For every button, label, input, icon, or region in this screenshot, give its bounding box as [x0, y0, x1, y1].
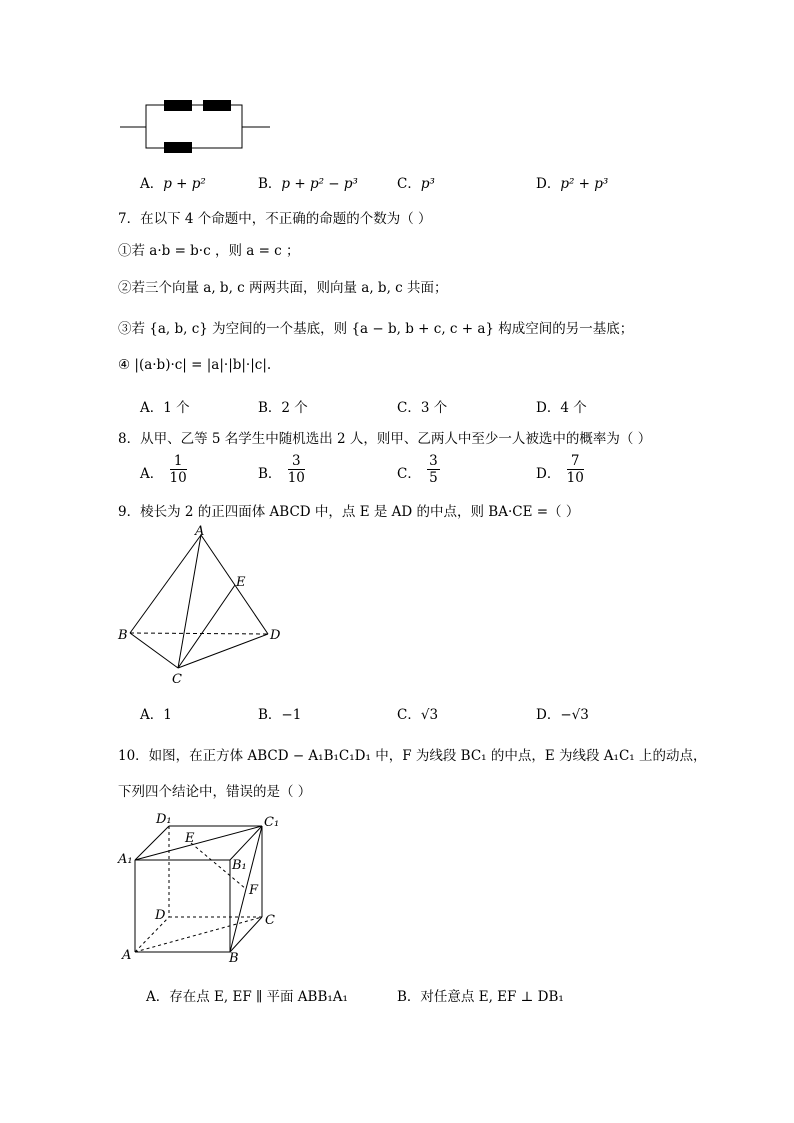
- denominator: 10: [287, 470, 305, 486]
- q9-option-b[interactable]: [258, 703, 301, 723]
- q6-option-c[interactable]: [397, 172, 435, 192]
- q6-option-a[interactable]: [140, 172, 206, 192]
- tetrahedron-figure: [115, 522, 295, 687]
- vertex-label-c: C: [265, 913, 275, 928]
- option-letter: C．: [397, 176, 421, 192]
- option-expr: p³: [420, 176, 435, 192]
- q10-option-a[interactable]: [146, 985, 348, 1005]
- option-letter: B．: [397, 989, 421, 1005]
- option-letter: D．: [536, 466, 561, 482]
- option-text: −√3: [560, 707, 589, 723]
- option-letter: A．: [146, 989, 170, 1005]
- option-letter: A．: [140, 466, 164, 482]
- vertex-label-d: D: [155, 908, 166, 923]
- vertex-label-c1: C₁: [264, 815, 280, 830]
- vertex-label-b: B: [118, 628, 128, 643]
- vertex-label-a: A: [195, 524, 205, 539]
- option-letter: A．: [140, 176, 164, 192]
- option-text: 3 个: [420, 400, 448, 416]
- option-expr: p + p² − p³: [281, 176, 358, 192]
- option-text: 存在点 E, EF ∥ 平面 ABB₁A₁: [169, 989, 348, 1005]
- q8-option-b[interactable]: [258, 453, 305, 486]
- q7-stem: 7．在以下 4 个命题中，不正确的命题的个数为（ ）: [118, 211, 432, 227]
- option-letter: B．: [258, 707, 282, 723]
- resistor-top-left: [164, 100, 192, 111]
- fraction: [567, 453, 584, 486]
- option-text: 2 个: [281, 400, 308, 416]
- denominator: 10: [169, 470, 187, 486]
- option-letter: C．: [397, 707, 421, 723]
- option-expr: p + p²: [163, 176, 206, 192]
- option-letter: D．: [536, 707, 561, 723]
- vertex-label-b1: B₁: [232, 858, 247, 873]
- option-letter: B．: [258, 176, 282, 192]
- option-text: 对任意点 E, EF ⊥ DB₁: [420, 989, 564, 1005]
- q8-option-c[interactable]: [397, 453, 440, 486]
- q9-stem: 9．棱长为 2 的正四面体 ABCD 中，点 E 是 AD 的中点，则 BA·CE =（ ）: [118, 504, 580, 520]
- option-letter: A．: [140, 707, 164, 723]
- vertex-label-b: B: [229, 951, 239, 966]
- q7-item-1: ①若 a·b = b·c ，则 a = c ；: [118, 243, 300, 259]
- option-text: 1: [163, 707, 172, 723]
- q7-option-c[interactable]: [397, 396, 447, 416]
- q6-option-b[interactable]: [258, 172, 358, 192]
- q7-option-b[interactable]: [258, 396, 308, 416]
- vertex-label-a: A: [122, 948, 132, 963]
- option-text: −1: [281, 707, 302, 723]
- q7-option-a[interactable]: [140, 396, 190, 416]
- denominator: 5: [429, 470, 438, 486]
- q10-stem-line-1: 10．如图，在正方体 ABCD − A₁B₁C₁D₁ 中，F 为线段 BC₁ 的中点，E 为线段 A₁C₁ 上的动点，: [118, 748, 707, 764]
- option-letter: C．: [397, 466, 421, 482]
- option-letter: D．: [536, 400, 561, 416]
- resistor-bottom: [164, 142, 192, 153]
- denominator: 10: [566, 470, 584, 486]
- vertex-label-d1: D₁: [156, 812, 172, 827]
- numerator: 1: [170, 453, 187, 470]
- option-letter: B．: [258, 400, 282, 416]
- option-text: 1 个: [163, 400, 190, 416]
- vertex-label-c: C: [172, 672, 182, 687]
- q7-item-4: ④ |(a·b)·c| = |a|·|b|·|c|.: [118, 357, 272, 373]
- q6-option-d[interactable]: [536, 172, 608, 192]
- vertex-label-f: F: [249, 883, 259, 898]
- option-letter: C．: [397, 400, 421, 416]
- vertex-label-e: E: [236, 575, 246, 590]
- q9-option-d[interactable]: [536, 703, 589, 723]
- numerator: 7: [567, 453, 584, 470]
- fraction: [288, 453, 305, 486]
- vertex-label-a1: A₁: [118, 852, 133, 867]
- fraction: [170, 453, 187, 486]
- option-text: 4 个: [560, 400, 587, 416]
- numerator: 3: [429, 453, 438, 469]
- circuit-diagram: [118, 96, 278, 156]
- q10-stem-line-2: 下列四个结论中，错误的是（ ）: [118, 784, 312, 800]
- q7-item-3: ③若 {a, b, c} 为空间的一个基底，则 {a − b, b + c, c + a} 构成空间的另一基底；: [118, 321, 634, 337]
- numerator: 3: [288, 453, 305, 470]
- option-letter: B．: [258, 466, 282, 482]
- option-text: √3: [420, 707, 439, 723]
- q7-option-d[interactable]: [536, 396, 587, 416]
- option-expr: p² + p³: [560, 176, 609, 192]
- q8-option-a[interactable]: [140, 453, 187, 486]
- q8-stem: 8．从甲、乙等 5 名学生中随机选出 2 人，则甲、乙两人中至少一人被选中的概率为（ ）: [118, 431, 652, 447]
- cube-figure: [115, 808, 285, 966]
- q8-option-d[interactable]: [536, 453, 584, 486]
- q7-item-2: ②若三个向量 a, b, c 两两共面，则向量 a, b, c 共面；: [118, 280, 448, 296]
- q9-option-c[interactable]: [397, 703, 438, 723]
- q10-option-b[interactable]: [397, 985, 564, 1005]
- option-letter: D．: [536, 176, 561, 192]
- q9-option-a[interactable]: [140, 703, 172, 723]
- vertex-label-d: D: [270, 628, 281, 643]
- option-letter: A．: [140, 400, 164, 416]
- fraction: [427, 453, 440, 486]
- resistor-top-right: [203, 100, 231, 111]
- vertex-label-e: E: [185, 831, 195, 846]
